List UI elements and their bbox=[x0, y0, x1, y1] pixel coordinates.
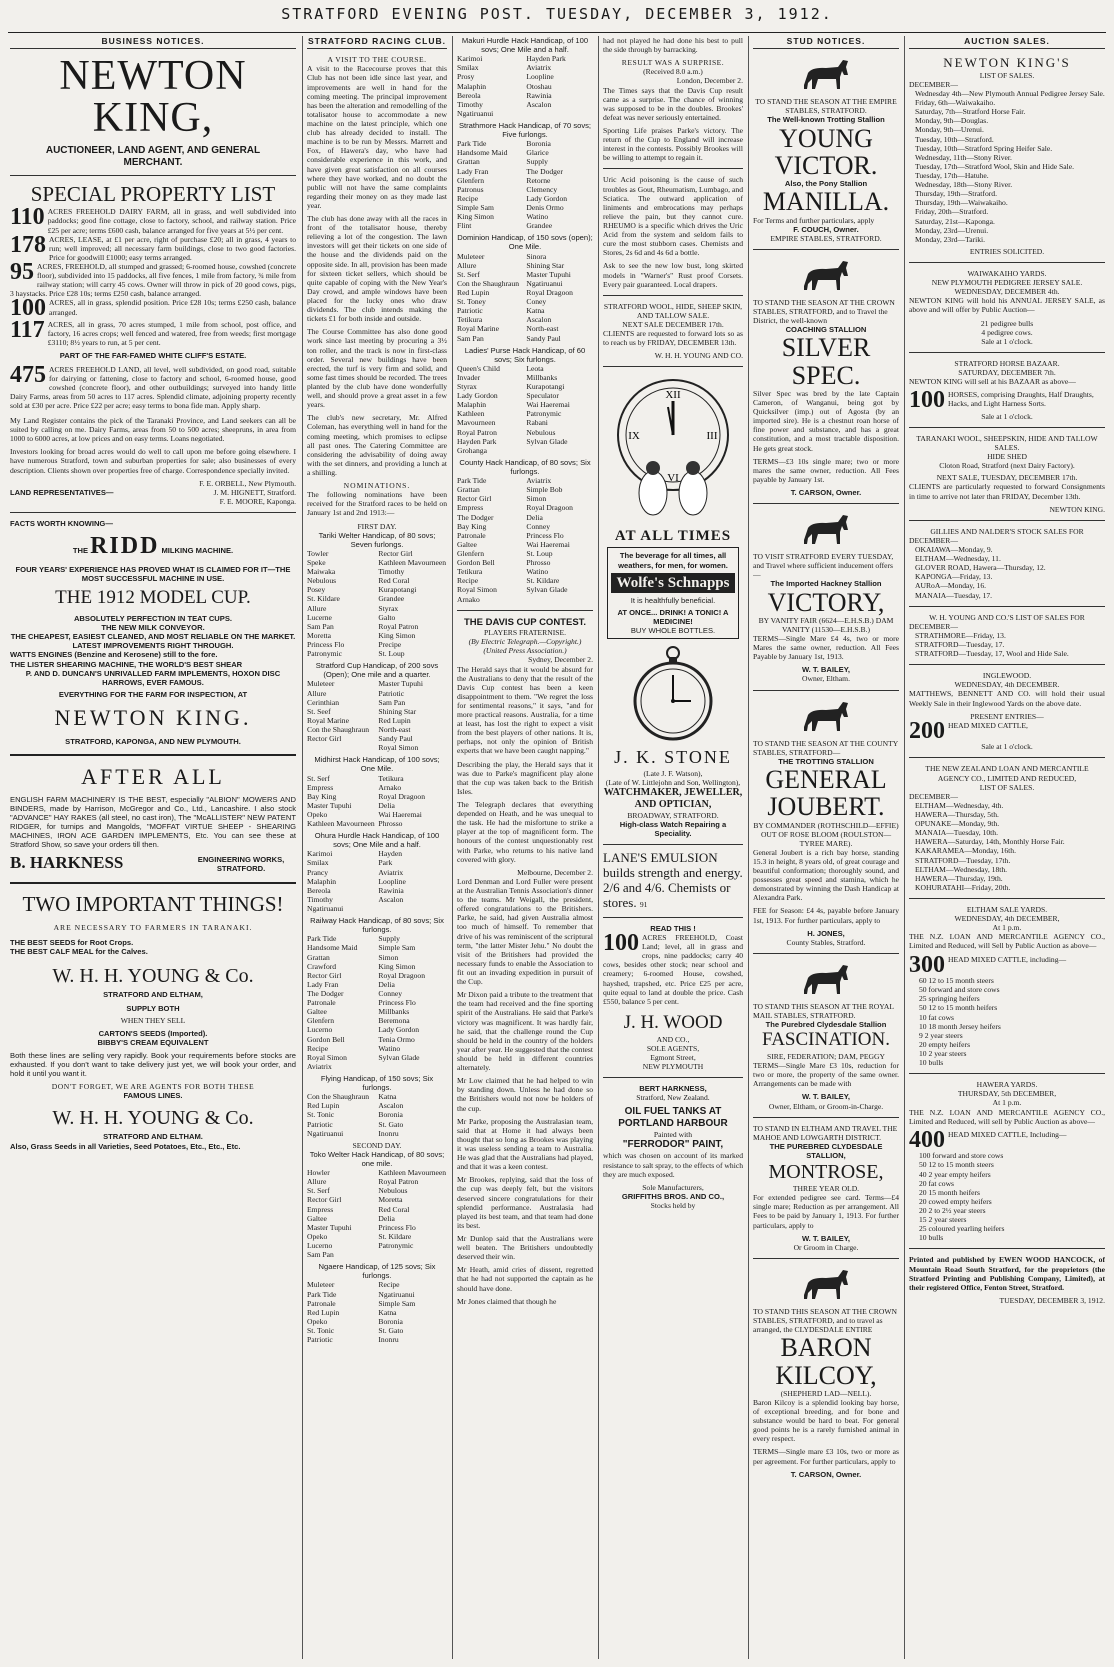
after-all-title: AFTER ALL bbox=[81, 764, 225, 790]
svg-text:IX: IX bbox=[628, 430, 640, 443]
representative: J. M. HIGNETT, Stratford. bbox=[213, 487, 296, 497]
special-property-heading: SPECIAL PROPERTY LIST bbox=[30, 182, 276, 207]
cliff-estate: PART OF THE FAR-FAMED WHITE CLIFF'S ESTATE. bbox=[59, 351, 247, 361]
model-cup-title: THE 1912 MODEL CUP. bbox=[55, 587, 251, 609]
column-rule bbox=[302, 36, 303, 1659]
property-listing: 110 ACRES FREEHOLD DAIRY FARM, all in grass, and well subdivided into paddocks; good fine cottage, close to factory, school, and railway station. Price £25 per acre; terms £600 cash, balance arranged for five years at 5½ per cent. bbox=[10, 204, 296, 235]
jh-wood-title: J. H. WOOD bbox=[623, 1011, 723, 1033]
newton-king-title: NEWTON KING, bbox=[59, 53, 247, 142]
horse-icon bbox=[796, 960, 856, 998]
at-all-times-heading: AT ALL TIMES bbox=[614, 528, 732, 545]
stud-notices-column: STUD NOTICES. TO STAND THE SEASON AT THE EMPIRE STABLES, STRATFORD. The Well-known Trotting Stallion YOUNG VICTOR. Also, the Pony Stallion MANILLA. For Terms and further particulars, apply F. COUCH, Owner. EMPIRE STABLES, STRATFORD. TO STAND THE SEASON AT THE CROWN STABLES, STRATFORD, and to Travel the District, the well-known COACHING STALLION SILVER SPEC. Silver Spec was bred by the late Captain Cameron, of Wanganui, being got by Quicksilver (imp.) out of Agosta (by an imported sire). He is a chestnut roan horse of fine power and substance, and has a great constitution, and a most tractable disposition. He gets great stock. TERMS—£3 10s single mare; two or more mares the same owner, reduction. All Fees payable by January 1st. T. CARSON, Owner. TO VISIT STRATFORD EVERY TUESDAY, and Travel where sufficient inducement offers— The Imported Hackney Stallion VICTORY, BY VANITY FAIR (6624—E.H.S.B.) DAM VANITY (11530—E.H.S.B.) TERMS—Single Mare £4 4s, two or more Mares the same owner, reduction. All Fees Payable by January 1st, 1913. W. T. BAILEY, Owner, Eltham. TO STAND THE SEASON AT THE COUNTY STABLES, STRATFORD— THE TROTTING STALLION GENERAL JOUBERT. BY COMMANDER (ROTHSCHILD—EFFIE) OUT OF ROSE BLOOM (ROULSTON—TYREE MARE). General Joubert is a rich bay horse, standing 15.3 in height, 8 years old, of great courage and beautiful conformation; thoroughly sound, and possesses great speed and stamina, which he demonstrated by winning the Dash Handicap at Alexandra Park. FEE for Season: £4 4s, payable before January 1st, 1913. For further particulars, apply to H. JONES, County Stables, Stratford. TO STAND THIS SEASON AT THE ROYAL MAIL STABLES, STRATFORD. The Purebred Clydesdale Stallion FASCINATION. SIRE, FEDERATION; DAM, PEGGY TERMS—Single Mare £3 10s, reduction for two or more, the property of the same owner. Arrangements can be made with W. T. BAILEY, Owner, Eltham, or Groom-in-Charge. TO STAND IN ELTHAM AND TRAVEL THE MAHOE AND LOWGARTH DISTRICT. THE PUREBRED CLYDESDALE STALLION, MONTROSE, THREE YEAR OLD. For extended pedigree see card. Terms—£4 single mare; Reduction as per arrangement. All Fees to be paid by January 1, 1913. For further particulars, apply to W. T. BAILEY, Or Groom in Charge. TO STAND THIS SEASON AT THE CROWN STABLES, STRATFORD, and to travel as arranged, the CLYDESDALE ENTIRE BARON KILCOY, (SHEPHERD LAD—NELL). Baron Kilcoy is a splendid looking bay horse, of exceptional breeding, and for bone and substance would be hard to beat. For general good points he is a rarely furnished animal in every respect. TERMS—Single mare £3 10s, two or more as per agreement. For further particulars, apply to T. CARSON, Owner. bbox=[753, 36, 899, 1479]
schnapps-ad-box: The beverage for all times, all weathers, for men, for women. Wolfe's Schnapps It is healthfully beneficial. AT ONCE... DRINK! A TONIC! A MEDICINE! BUY WHOLE BOTTLES. bbox=[607, 547, 739, 639]
horse-icon bbox=[796, 256, 856, 294]
property-listing: 117 ACRES, all in grass, 70 acres stumped, 1 mile from school, post office, and factory, 16 acres crops; well fenced and watered, free from weeds; first mortgage £3110; 8½ years to run, at 5 per cent. bbox=[10, 317, 296, 348]
newton-king-subtitle: AUCTIONEER, LAND AGENT, AND GENERAL MERCHANT. bbox=[45, 145, 261, 169]
race-entries: Park Tide Handsome Maid Grattan Lady Fran Glenfern Patronus Recipe Simple Sam King Simon Flint Boronia Glarice Supply The Dodger Retorne Clemency Lady Gordon Denis Ormo Watino Grandee bbox=[457, 139, 568, 231]
sale-dates-list: ELTHAM—Wednesday, 4th. HAWERA—Thursday, 5th. OPUNAKE—Monday, 9th. MANAIA—Tuesday, 10th. HAWERA—Saturday, 14th, Monthly Horse Fair. KAKARAMEA—Monday, 16th. STRATFORD—Tuesday, 17th. ELTHAM—Wednesday, 18th. HAWERA—Thursday, 19th. KOHURATAHI—Friday, 20th. bbox=[915, 800, 1065, 892]
sale-dates-list: STRATHMORE—Friday, 13. STRATFORD—Tuesday, 17. STRATFORD—Tuesday, 17, Wool and Hide Sale. bbox=[915, 630, 1069, 659]
business-notices-column: BUSINESS NOTICES. NEWTON KING, AUCTIONEER, LAND AGENT, AND GENERAL MERCHANT. SPECIAL PROPERTY LIST 110 ACRES FREEHOLD DAIRY FARM, all in grass, and well subdivided into paddocks; good fine cottage, close to factory, school, and railway station. Price £25 per acre; terms £600 cash, balance arranged for five years at 5½ per cent. 178 ACRES, LEASE, at £1 per acre, right of purchase £20; all in grass, 4 years to run; well improved; all necessary farm buildings, close to two good factories. Price for goodwill £1000; easy terms arranged. 95 ACRES, FREEHOLD, all stumped and grassed; 6-roomed house, cowshed (concrete floor), subdivided into 15 paddocks, all five fences, 1 mile from factory, ¾ mile from railway station; will carry 45 cows. Owner will throw in pick of 20 good cows, pigs, 3 haystacks. Price £28 10s; terms £250 cash, balance arranged. 100 ACRES, all in grass, splendid position. Price £28 10s; terms £250 cash, balance arranged. 117 ACRES, all in grass, 70 acres stumped, 1 mile from school, post office, and factory, 16 acres crops; well fenced and watered, free from weeds; first mortgage £3110; 8½ years to run, at 5 per cent. PART OF THE FAR-FAMED WHITE CLIFF'S ESTATE. 475 ACRES FREEHOLD LAND, all level, well subdivided, on good road, suitable for dairying or fattening, close to factory and school, 6-roomed house, good cowshed (concrete floor), and other outbuildings; surveyed into handy little Dairy Farms, areas from 50 acres to 117 acres. Splendid climate, adjoining property recently sold at £30 per acre. Price £22 per acre; easy terms to bona fide man. Apply sharp. My Land Register contains the pick of the Taranaki Province, and Land seekers can all be suited by calling on me. Dairy Farms, areas from 50 to 500 acres; sheepruns, in area from 1000 to 6000 acres, at low prices and on easy terms. Loans negotiated. Investors looking for broad acres would do well to call upon me before going elsewhere. I have numerous Stratford, town and suburban properties for sale; also businesses of every description. Clients shown over properties free of charge. Correspondence specially invited. F. E. ORBELL, New Plymouth. LAND REPRESENTATIVES— J. M. HIGNETT, Stratford. F. E. MOORE, Kaponga. FACTS WORTH KNOWING— THE RIDD MILKING MACHINE. FOUR YEARS' EXPERIENCE HAS PROVED WHAT IS CLAIMED FOR IT—THE MOST SUCCESSFUL MACHINE IN USE. THE 1912 MODEL CUP. ABSOLUTELY PERFECTION IN TEAT CUPS. THE NEW MILK CONVEYOR. THE CHEAPEST, EASIEST CLEANED, AND MOST RELIABLE ON THE MARKET. LATEST IMPROVEMENTS RIGHT THROUGH. WATTS ENGINES (Benzine and Kerosene) still to the fore. THE LISTER SHEARING MACHINE, THE WORLD'S BEST SHEAR P. AND D. DUNCAN'S UNRIVALLED FARM IMPLEMENTS, HOXON DISC HARROWS, EVER FAMOUS. EVERYTHING FOR THE FARM FOR INSPECTION, AT NEWTON KING. STRATFORD, KAPONGA, AND NEW PLYMOUTH. AFTER ALL ENGLISH FARM MACHINERY IS THE BEST, especially "ALBION" MOWERS AND BINDERS, made by Harrison, McGregor and Co., Ltd., Lancashire. I also stock "ADVANCE" HAY RAKES (all steel, no cast iron), The "McALLISTER" NEW PATENT RIDGER, for turnips and Mangolds, "MOFFAT VIRTUE SHEEP - SHEARING MACHINES, IRON ACE GARDEN IMPLEMENTS, Etc. You can see these at Stratford Show, so save your orders till then. B. HARKNESS ENGINEERING WORKS, STRATFORD. TWO IMPORTANT THINGS! ARE NECESSARY TO FARMERS IN TARANAKI. THE BEST SEEDS for Root Crops. THE BEST CALF MEAL for the Calves. W. H. H. YOUNG & Co. STRATFORD AND ELTHAM, SUPPLY BOTH WHEN THEY SELL CARTON'S SEEDS (Imported). BIBBY'S CREAM EQUIVALENT Both these lines are selling very rapidly. Book your requirements before stocks are exhausted. If you don't want to take delivery just yet, we will book your order, and hold it until you want it. DON'T FORGET, WE ARE AGENTS FOR BOTH THESE FAMOUS LINES. W. H. H. YOUNG & Co. STRATFORD AND ELTHAM. Also, Grass Seeds in all Varieties, Seed Potatoes, Etc., Etc., Etc. bbox=[10, 36, 296, 1151]
svg-text:VI: VI bbox=[667, 472, 679, 485]
harkness-name: B. HARKNESS bbox=[10, 853, 124, 873]
column-header: STUD NOTICES. bbox=[753, 36, 899, 49]
lanes-emulsion-ad: LANE'S EMULSION builds strength and energy. 2/6 and 4/6. Chemists or stores. 91 bbox=[603, 850, 743, 910]
land-reps-label: LAND REPRESENTATIVES— bbox=[10, 487, 114, 497]
news-ads-column: had not played he had done his best to pull the side through by barracking. RESULT WAS A SURPRISE. (Received 8.0 a.m.) London, December 2. The Times says that the Davis Cup result came as a surprise. The chance of winning was supposed to be in the doubles. Brookes' defeat was never seriously entertained. Sporting Life praises Parke's victory. The return of the Cup to England will increase interest in the contests. Possibly Brookes will be willing to attempt to regain it. Uric Acid poisoning is the cause of such troubles as Gout, Rheumatism, Lumbago, and Sciatica. The outward application of liniments and embrocations may perhaps relieve the pain, but they cannot cure. RHEUMO is a specific which drives the Uric Acid from the system and seldom fails to cure the most stubborn cases. Chemists and Stores, 2s 6d and 4s 6d a bottle. Ask to see the new low bust, long skirted models in "Warner's" Rust proof Corsets. Every pair guaranteed. Local drapers. STRATFORD WOOL, HIDE, SHEEP SKIN, AND TALLOW SALE. NEXT SALE DECEMBER 17th. CLIENTS are requested to forward lots so as to reach us by FRIDAY, DECEMBER 13th. W. H. H. YOUNG AND CO. XII III VI IX AT ALL TIMES The beverage for all times, all weathers, for men, for women. Wolfe's Schnapps It is healthfully beneficial. AT ONCE... DRINK! A TONIC! A MEDICINE! BUY WHOLE BOTTLES. J. K. STONE (Late J. F. Watson), (Late of W. Littlejohn and Son, Wellington), WATCHMAKER, JEWELLER, AND OPTICIAN, BROADWAY, STRATFORD. High-class Watch Repairing a Speciality. LANE'S EMULSION builds strength and energy. 2/6 and 4/6. Chemists or stores. 91 READ THIS ! 100 ACRES FREEHOLD, Coast Land; level, all in grass and crops, nine paddocks; carry 40 cows, besides other stock; near school and creamery; 6-roomed House, cowshed, hayshed, trapshed, etc. Price £25 per acre, quite equal to land at double the price. Cash £550, balance 5 per cent. J. H. WOOD AND CO., SOLE AGENTS, Egmont Street, NEW PLYMOUTH BERT HARKNESS, Stratford, New Zealand. OIL FUEL TANKS AT PORTLAND HARBOUR Painted with "FERRODOR" PAINT, which was chosen on account of its marked resistance to salt spray, to the effects of which they are much exposed. Sole Manufacturers, GRIFFITHS BROS. AND CO., Stocks held by bbox=[603, 36, 743, 1211]
column-rule bbox=[904, 36, 905, 1659]
property-listing: 100 ACRES, all in grass, splendid position. Price £28 10s; terms £250 cash, balance arranged. bbox=[10, 295, 296, 322]
jk-stone-title: J. K. STONE bbox=[614, 747, 732, 768]
race-entries: Park Tide Handsome Maid Grattan Crawford Rector Girl Lady Fran The Dodger Patronale Galtee Glenfern Lucerno Gordon Bell Recipe Royal Simon Aviatrix Supply Simple Sam Simon King Simon Royal Dragoon Delia Conney Princess Flo Millbanks Beremona Lady Gordon Tenia Ormo Watino Sylvan Glade bbox=[307, 934, 426, 1071]
property-listing: 178 ACRES, LEASE, at £1 per acre, right of purchase £20; all in grass, 4 years to run; well improved; all necessary farm buildings, close to two good factories. Price for goodwill £1000; easy terms arranged. bbox=[10, 231, 296, 262]
stallion-name: YOUNG VICTOR. bbox=[774, 123, 878, 180]
stallion-name: MANILLA. bbox=[762, 187, 890, 217]
racing-column: STRATFORD RACING CLUB. A VISIT TO THE COURSE. A visit to the Racecourse proves that this Club has not been idle since last year, and improvements are well in hand for the coming meeting. The principal improvement has been the alteration and remodelling of the totalisator house to accommodate a new machine on the latest principle, which one club has already decided to install. The machine is to be run by Messrs. Marrett and Fox, of Hawera's day, who have had considerable experience in this work, and have given great satisfaction on all courses where they have worked, and no doubt the public will not have the same complaints regarding their money on as they made last year. The club has done away with all the races in front of the totalisator house, thereby relieving a lot of the congestion. The lawn investors will get their tickets on one side of the house and the dividends paid on the opposite side. In all, provision has been made for sixteen ticket sellers, which should be quite capable of coping with the New Year's Day crowd, and ample windows have been placed for the lucky ones who draw dividends. The club intends making the tickets £1 for both inside and outside. The Course Committee has also done good work since last meeting by procuring a 3½ ton roller, and the track is now in first-class order. Several new buildings have been erected, the turf is very firm and solid, and some fast times should be recorded. The trees planted by the club have done wonderfully well, and should prove a great asset in a few years. The club's new secretary, Mr. Alfred Coleman, has everything well in hand for the coming meeting, which promises to eclipse all past ones. The Catering Committee are considering the advisability of doing away with the set dinners, and providing a lunch at a shilling. NOMINATIONS. The following nominations have been received for the Stratford races to be held on January 1st and 2nd 1913:— FIRST DAY. Tariki Welter Handicap, of 80 sovs; Seven furlongs. Towler Speke Maiwaka Nebulous Posey St. Kildare Allure Lucerne Sam Pan Moretta Princess Flo Patronymic Rector Girl Kathleen Mavourneen Timothy Red Coral Kurapotangi Grandee Styrax Galto Royal Patron King Simon Precipe St. Loup Stratford Cup Handicap, of 200 sovs (Open); One mile and a quarter. Muleteer Allure Cerinthian St. Seef Royal Marine Con the Shaughraun Rector Girl Master Tupuhi Patriotic Sam Pan Shining Star Red Lupin North-east Sandy Paul Royal Simon Midhirst Hack Handicap, of 100 sovs; One Mile. St. Serf Empress Bay King Master Tupuhi Opeko Kathleen Mavourneen Tetikura Arnako Royal Dragoon Delia Wai Haeremai Phrosso Ohura Hurdle Hack Handicap, of 100 sovs; One Mile and a half. Karimoi Smilax Prancy Malaphin Bereola Timothy Ngatiruanui Hayden Park Aviatrix Loopline Rawinia Ascalon Railway Hack Handicap, of 80 sovs; Six furlongs. Park Tide Handsome Maid Grattan Crawford Rector Girl Lady Fran The Dodger Patronale Galtee Glenfern Lucerno Gordon Bell Recipe Royal Simon Aviatrix Supply Simple Sam Simon King Simon Royal Dragoon Delia Conney Princess Flo Millbanks Beremona Lady Gordon Tenia Ormo Watino Sylvan Glade Flying Handicap, of 150 sovs; Six furlongs. Con the Shaughraun Red Lupin St. Tonic Patriotic Ngatiruanui Katna Ascalon Boronia St. Gato Inonru SECOND DAY. Toko Welter Hack Handicap, of 80 sovs; one mile. Howler Allure St. Serf Rector Girl Empress Galtee Master Tupuhi Opeko Lucerno Sam Pan Kathleen Mavourneen Royal Patron Nebulous Moretta Red Coral Delia Princess Flo St. Kildare Patronymic Ngaere Handicap, of 125 sovs; Six furlongs. Muleteer Park Tide Patronale Red Lupin Opeko St. Tonic Patriotic Recipe Ngatiruanui Simple Sam Katna Boronia St. Gato Inonru bbox=[307, 36, 447, 1345]
column-rule bbox=[748, 36, 749, 1659]
masthead-rule bbox=[8, 32, 1106, 33]
race-entries: Con the Shaughraun Red Lupin St. Tonic Patriotic Ngatiruanui Katna Ascalon Boronia St. Gato Inonru bbox=[307, 1092, 404, 1138]
cattle-list: 100 forward and store cows 50 12 to 15 month steers 40 2 year empty heifers 20 fat cows 20 15 month heifers 20 cowed empty heifers 20 2 to 2½ year steers 15 2 year steers 25 coloured yearling heifers 10 bulls bbox=[919, 1151, 1005, 1243]
auction-sales-column: AUCTION SALES. NEWTON KING'S LIST OF SALES. DECEMBER— Wednesday 4th—New Plymouth Annual Pedigree Jersey Sale. Friday, 6th—Waiwakaiho. Saturday, 7th—Stratford Horse Fair. Monday, 9th—Douglas. Monday, 9th—Urenui. Tuesday, 10th—Stratford. Tuesday, 10th—Stratford Spring Heifer Sale. Wednesday, 11th—Stony River. Tuesday, 17th—Stratford Wool, Skin and Hide Sale. Tuesday, 17th—Hatuhe. Wednesday, 18th—Stony River. Thursday, 19th—Stratford. Thursday, 19th—Waiwakaiho. Friday, 20th—Stratford. Saturday, 21st—Kaponga. Monday, 23rd—Urenui. Monday, 23rd—Tariki. ENTRIES SOLICITED. WAIWAKAIHO YARDS. NEW PLYMOUTH PEDIGREE JERSEY SALE. WEDNESDAY, DECEMBER 4th. NEWTON KING will hold his ANNUAL JERSEY SALE, as above and will offer by Public Auction— 21 pedigree bulls 4 pedigree cows. Sale at 1 o'clock. STRATFORD HORSE BAZAAR. SATURDAY, DECEMBER 7th. NEWTON KING will sell at his BAZAAR as above— 100 HORSES, comprising Draughts, Half Draughts, Hacks, and Light Harness Sorts. Sale at 1 o'clock. TARANAKI WOOL, SHEEPSKIN, HIDE AND TALLOW SALES. HIDE SHED Cloton Road, Stratford (next Dairy Factory). NEXT SALE, TUESDAY, DECEMBER 17th. CLIENTS are particularly requested to forward Consignments in time to arrive not later than FRIDAY, December 13th. NEWTON KING. GILLIES AND NALDER'S STOCK SALES FOR DECEMBER— OKAIAWA—Monday, 9. ELTHAM—Wednesday, 11. GLOVER ROAD, Hawera—Thursday, 12. KAPONGA—Friday, 13. AURoA—Monday, 16. MANAIA—Tuesday, 17. W. H. YOUNG AND CO.'S LIST OF SALES FOR DECEMBER— STRATHMORE—Friday, 13. STRATFORD—Tuesday, 17. STRATFORD—Tuesday, 17, Wool and Hide Sale. INGLEWOOD. WEDNESDAY, 4th DECEMBER. MATTHEWS, BENNETT AND CO. will hold their usual Weekly Sale in their Inglewood Yards on the above date. PRESENT ENTRIES— 200 HEAD MIXED CATTLE, Sale at 1 o'clock. THE NEW ZEALAND LOAN AND MERCANTILE AGENCY CO., LIMITED AND REDUCED, LIST OF SALES. DECEMBER— ELTHAM—Wednesday, 4th. HAWERA—Thursday, 5th. OPUNAKE—Monday, 9th. MANAIA—Tuesday, 10th. HAWERA—Saturday, 14th, Monthly Horse Fair. KAKARAMEA—Monday, 16th. STRATFORD—Tuesday, 17th. ELTHAM—Wednesday, 18th. HAWERA—Thursday, 19th. KOHURATAHI—Friday, 20th. ELTHAM SALE YARDS. WEDNESDAY, 4th DECEMBER, At 1 p.m. THE N.Z. LOAN AND MERCANTILE AGENCY CO., Limited and Reduced, will Sell by Public Auction as above— 300 HEAD MIXED CATTLE, including— 60 12 to 15 month steers 50 forward and store cows 25 springing heifers 50 12 to 15 month heifers 10 fat cows 10 18 month Jersey heifers 9 2 year steers 20 empty heifers 10 2 year steers 10 bulls HAWERA YARDS. THURSDAY, 5th DECEMBER, At 1 p.m. THE N.Z. LOAN AND MERCANTILE AGENCY CO., Limited and Reduced, will sell by Public Auction as above— 400 HEAD MIXED CATTLE, Including— 100 forward and store cows 50 12 to 15 month steers 40 2 year empty heifers 20 fat cows 20 15 month heifers 20 cowed empty heifers 20 2 to 2½ year steers 15 2 year steers 25 coloured yearling heifers 10 bulls Printed and published by EWEN WOOD HANCOCK, of Mountain Road South Stratford, for the proprietors (the Stratford Printing and Publishing Company, Limited), at their registered Office, Fenton Street, Stratford. TUESDAY, DECEMBER 3, 1912. bbox=[909, 36, 1105, 1305]
race-entries: Towler Speke Maiwaka Nebulous Posey St. Kildare Allure Lucerne Sam Pan Moretta Princess Flo Patronymic Rector Girl Kathleen Mavourneen Timothy Red Coral Kurapotangi Grandee Styrax Galto Royal Patron King Simon Precipe St. Loup bbox=[307, 548, 447, 659]
imprint-date: TUESDAY, DECEMBER 3, 1912. bbox=[999, 1295, 1105, 1305]
column-header: STRATFORD RACING CLUB. bbox=[307, 36, 447, 49]
masthead: STRATFORD EVENING POST. TUESDAY, DECEMBER 3, 1912. bbox=[281, 5, 833, 23]
davis-cup-heading: THE DAVIS CUP CONTEST. bbox=[463, 616, 587, 628]
two-things-title: TWO IMPORTANT THINGS! bbox=[22, 891, 284, 916]
race-entries: Queen's Child Invader Styrax Lady Gordon Malaphin Kathleen Mavourneen Royal Patron Hayden Park Grohanga Leota Millbanks Kurapotangi Speculator Wai Haeremai Patronymic Rabani Nebulous Sylvan Glade bbox=[457, 363, 570, 455]
stallion-name: BARON KILCOY, bbox=[775, 1333, 877, 1390]
printer-imprint: Printed and published by EWEN WOOD HANCOCK, of Mountain Road South Stratford, for the proprietors (the Stratford Printing and Publishing Company, Limited), at their registered Office, Fenton Street, Stratford. bbox=[909, 1255, 1105, 1292]
property-listing: 100 ACRES FREEHOLD, Coast Land; level, all in grass and crops, nine paddocks; carry 40 cows, besides other stock; near school and creamery; 6-roomed House, cowshed, hayshed, trapshed, etc. Price £25 per acre, quite equal to land at double the price. Cash £550, balance 5 per cent. bbox=[603, 930, 743, 1006]
investors-text: Investors looking for broad acres would do well to call upon me before going elsewhere. I have numerous Stratford, town and suburban properties for sale; also businesses of every description. Clients shown over properties free of charge. Correspondence specially invited. bbox=[10, 447, 296, 475]
clock-illustration-icon bbox=[608, 373, 738, 523]
column-header: AUCTION SALES. bbox=[909, 36, 1105, 49]
column-rule bbox=[598, 36, 599, 1659]
experience-text: FOUR YEARS' EXPERIENCE HAS PROVED WHAT IS CLAIMED FOR IT—THE MOST SUCCESSFUL MACHINE IN USE. bbox=[15, 564, 291, 584]
race-entries: Muleteer Park Tide Patronale Red Lupin Opeko St. Tonic Patriotic Recipe Ngatiruanui Simple Sam Katna Boronia St. Gato Inonru bbox=[307, 1280, 416, 1345]
facts-heading: FACTS WORTH KNOWING— bbox=[10, 519, 113, 529]
representative: F. E. MOORE, Kaponga. bbox=[219, 496, 296, 506]
race-entries: Muleteer Allure Cerinthian St. Seef Royal Marine Con the Shaughraun Rector Girl Master Tupuhi Patriotic Sam Pan Shining Star Red Lupin North-east Sandy Paul Royal Simon bbox=[307, 679, 423, 753]
race-entries: Karimoi Smilax Prosy Malaphin Bereola Timothy Ngatiruanui Hayden Park Aviatrix Loopline Otoshau Rawinia Ascalon bbox=[457, 54, 566, 118]
race-entries: Muleteer Allure St. Serf Con the Shaughraun Red Lupin St. Toney Patriotic Tetikura Royal Marine Sam Pan Sinora Shining Star Master Tupuhi Ngatiruanui Royal Dragoon Coney Katna Ascalon North-east Sandy Paul bbox=[457, 251, 573, 343]
pocket-watch-icon bbox=[628, 643, 718, 743]
stallion-name: SILVER SPEC. bbox=[781, 333, 871, 390]
race-entries: St. Serf Empress Bay King Master Tupuhi Opeko Kathleen Mavourneen Tetikura Arnako Royal Dragoon Delia Wai Haeremai Phrosso bbox=[307, 773, 426, 829]
svg-text:XII: XII bbox=[665, 389, 681, 402]
svg-text:III: III bbox=[706, 430, 718, 443]
young-co-title: W. H. H. YOUNG & Co. bbox=[52, 965, 254, 988]
property-listing: 475 ACRES FREEHOLD LAND, all level, well subdivided, on good road, suitable for dairying or fattening, close to factory and school, 6-roomed house, good cowshed (concrete floor), and other outbuildings; surveyed into handy little Dairy Farms, areas from 50 acres to 117 acres. Splendid climate, adjoining property recently sold at £30 per acre. Price £22 per acre; easy terms to bona fide man. Apply sharp. bbox=[10, 361, 296, 410]
horse-icon bbox=[796, 1265, 856, 1303]
race-entries: Howler Allure St. Serf Rector Girl Empress Galtee Master Tupuhi Opeko Lucerno Sam Pan Kathleen Mavourneen Royal Patron Nebulous Moretta Red Coral Delia Princess Flo St. Kildare Patronymic bbox=[307, 1168, 447, 1260]
property-listing: 95 ACRES, FREEHOLD, all stumped and grassed; 6-roomed house, cowshed (concrete floor), subdivided into 15 paddocks, all five fences, 1 mile from factory, ¾ mile from railway station; will carry 45 cows. Owner will throw in pick of 20 good cows, pigs, 3 haystacks. Price £28 10s; terms £250 cash, balance arranged. bbox=[10, 259, 296, 299]
representative: F. E. ORBELL, New Plymouth. bbox=[199, 478, 296, 488]
stallion-name: FASCINATION. bbox=[762, 1029, 890, 1051]
horse-icon bbox=[796, 697, 856, 735]
nominations-davis-column: Makuri Hurdle Hack Handicap, of 100 sovs; One Mile and a half. Karimoi Smilax Prosy Malaphin Bereola Timothy Ngatiruanui Hayden Park Aviatrix Loopline Otoshau Rawinia Ascalon Strathmore Hack Handicap, of 70 sovs; Five furlongs. Park Tide Handsome Maid Grattan Lady Fran Glenfern Patronus Recipe Simple Sam King Simon Flint Boronia Glarice Supply The Dodger Retorne Clemency Lady Gordon Denis Ormo Watino Grandee Dominion Handicap, of 150 sovs (open); One Mile. Muleteer Allure St. Serf Con the Shaughraun Red Lupin St. Toney Patriotic Tetikura Royal Marine Sam Pan Sinora Shining Star Master Tupuhi Ngatiruanui Royal Dragoon Coney Katna Ascalon North-east Sandy Paul Ladies' Purse Hack Handicap, of 60 sovs; Six furlongs. Queen's Child Invader Styrax Lady Gordon Malaphin Kathleen Mavourneen Royal Patron Hayden Park Grohanga Leota Millbanks Kurapotangi Speculator Wai Haeremai Patronymic Rabani Nebulous Sylvan Glade County Hack Handicap, of 80 sovs; Six furlongs. Park Tide Grattan Rector Girl Empress The Dodger Bay King Patronale Galtee Glenfern Gordon Bell Tetikura Recipe Royal Simon Arnako Aviatrix Simple Bob Simon Royal Dragoon Delia Conney Princess Flo Wai Haeremai St. Loup Phrosso Watino St. Kildare Sylvan Glade THE DAVIS CUP CONTEST. PLAYERS FRATERNISE. (By Electric Telegraph.—Copyright.) (United Press Association.) Sydney, December 2. The Herald says that it would be absurd for the Australians to deny that the result of the Davis Cup contest has been a keen disappointment to them. "We regret the loss for sentimental reasons," it says, "and for more practical reasons. Australia, for a time at least, has lost the right to expect a visit from the best players of other nations. It is, perhaps, not only the opinion of British experts that we have been caught napping." Describing the play, the Herald says that it was due to Parke's magnificent play alone that the cup was taken back to the British Isles. The Telegraph declares that everything depended on Heath, and he was unequal to the task. He had the misfortune to strike a player at the top of magnificent form. The honours of the contest unquestionably rest with Parke, who returns to his native land covered with glory. Melbourne, December 2. Lord Denman and Lord Fuller were present at the Australian Tennis Association's dinner to the teams. Mr Weigall, the president, offered congratulations to the Britishers. Parke, he said, had given Australia almost too much of himself. To remember that drive of his was reminiscent of the scriptural term, "the latter Mister Jehu." No doubt the visit of the Britishers had provided the necessary funds to enable the Association to fit out an invading expedition in pursuit of the Cup. Mr Dixon paid a tribute to the treatment that the team had received and the fine sporting spirit of the Australians. He said that Parke's victory was magnificent. It was hardly fair, he said, that the challenge round the Cup should be held in the country of the holders year after year. He suggested that the contest should be held in different countries alternately. Mr Low claimed that he had helped to win by standing down. Unless he had done so the Britishers would not now be holders of the cup. Mr Parke, proposing the Australasian team, said that at Home it had always been thought that so long as Brookes was playing it was useless sending a team to Australia. He was glad that the Australians had played, and that it was a keen contest. Mr Brookes, replying, said that the loss of the cup was deeply felt, but the visitors deserved sincere congratulations for their splendid performance. Australasia had played its best team, and that team had done its best. Mr Dunlop said that the Australians were well beaten. The Britishers undoubtedly deserved their win. Mr Heath, amid cries of dissent, regretted that he had not supported the captain as he should have done. Mr Jones claimed that though he bbox=[457, 36, 593, 1306]
race-entries: Karimoi Smilax Prancy Malaphin Bereola Timothy Ngatiruanui Hayden Park Aviatrix Loopline Rawinia Ascalon bbox=[307, 849, 406, 914]
race-entries: Park Tide Grattan Rector Girl Empress The Dodger Bay King Patronale Galtee Glenfern Gordon Bell Tetikura Recipe Royal Simon Arnako Aviatrix Simple Bob Simon Royal Dragoon Delia Conney Princess Flo Wai Haeremai St. Loup Phrosso Watino St. Kildare Sylvan Glade bbox=[457, 476, 573, 604]
schnapps-brand: Wolfe's Schnapps bbox=[611, 573, 735, 593]
english-machinery-text: ENGLISH FARM MACHINERY IS THE BEST, especially "ALBION" MOWERS AND BINDERS, made by Harrison, McGregor and Co., Ltd., Lancashire. I also stock "ADVANCE" HAY RAKES (all steel, no cast iron), The "McALLISTER" NEW PATENT RIDGER, for turnips and Mangolds, "MOFFAT VIRTUE SHEEP - SHEARING MACHINES, IRON ACE GARDEN IMPLEMENTS, Etc. You can see these at Stratford Show, so save your orders till then. bbox=[10, 794, 296, 850]
cattle-list: 60 12 to 15 month steers 50 forward and store cows 25 springing heifers 50 12 to 15 month heifers 10 fat cows 10 18 month Jersey heifers 9 2 year steers 20 empty heifers 10 2 year steers 10 bulls bbox=[919, 976, 1001, 1068]
sale-dates-list: OKAIAWA—Monday, 9. ELTHAM—Wednesday, 11. GLOVER ROAD, Hawera—Thursday, 12. KAPONGA—Friday, 13. AURoA—Monday, 16. MANAIA—Tuesday, 17. bbox=[915, 544, 1046, 600]
ridd-title: RIDD bbox=[90, 533, 160, 560]
horse-icon bbox=[796, 510, 856, 548]
young-co-title: W. H. H. YOUNG & Co. bbox=[52, 1107, 254, 1130]
column-header: BUSINESS NOTICES. bbox=[10, 36, 296, 49]
stallion-name: VICTORY, bbox=[767, 587, 885, 617]
column-rule bbox=[452, 36, 453, 1659]
horse-icon bbox=[796, 55, 856, 93]
stallion-name: MONTROSE, bbox=[768, 1161, 884, 1184]
newton-king-signoff: NEWTON KING. bbox=[54, 704, 252, 730]
stallion-name: GENERAL JOUBERT. bbox=[765, 764, 887, 822]
land-register-text: My Land Register contains the pick of the Taranaki Province, and Land seekers can all be suited by calling on me. Dairy Farms, areas from 50 to 500 acres; sheepruns, in area from 1000 to 6000 acres, at low prices and on easy terms. Loans negotiated. bbox=[10, 416, 296, 444]
sale-dates-list: Wednesday 4th—New Plymouth Annual Pedigree Jersey Sale. Friday, 6th—Waiwakaiho. Saturday, 7th—Stratford Horse Fair. Monday, 9th—Douglas. Monday, 9th—Urenui. Tuesday, 10th—Stratford. Tuesday, 10th—Stratford Spring Heifer Sale. Wednesday, 11th—Stony River. Tuesday, 17th—Stratford Wool, Skin and Hide Sale. Tuesday, 17th—Hatuhe. Wednesday, 18th—Stony River. Thursday, 19th—Stratford. Thursday, 19th—Waiwakaiho. Friday, 20th—Stratford. Saturday, 21st—Kaponga. Monday, 23rd—Urenui. Monday, 23rd—Tariki. bbox=[915, 89, 1105, 244]
